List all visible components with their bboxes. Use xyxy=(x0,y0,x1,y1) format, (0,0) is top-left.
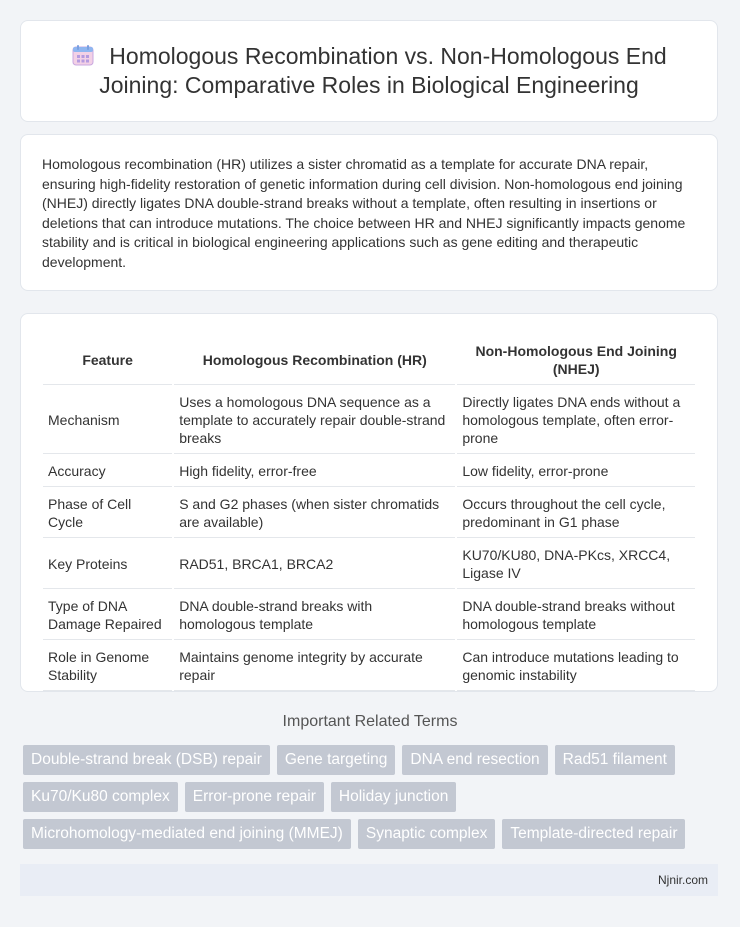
row-hr: High fidelity, error-free xyxy=(174,456,455,487)
row-feature: Type of DNA Damage Repaired xyxy=(43,591,172,640)
table-row xyxy=(43,456,695,487)
page-title-text: Homologous Recombination vs. Non-Homologous End Joining: Comparative Roles in Biological Engineering xyxy=(99,43,667,98)
page-title xyxy=(21,42,717,100)
related-term-tag[interactable]: Holiday junction xyxy=(331,782,456,812)
header-feature: Feature xyxy=(43,336,172,385)
row-hr: Maintains genome integrity by accurate repair xyxy=(174,642,455,691)
row-feature: Key Proteins xyxy=(43,540,172,589)
header-nhej: Non-Homologous End Joining (NHEJ) xyxy=(457,336,695,385)
row-nhej: KU70/KU80, DNA-PKcs, XRCC4, Ligase IV xyxy=(457,540,695,589)
related-terms-title: Important Related Terms xyxy=(282,713,458,730)
related-term-tag[interactable]: DNA end resection xyxy=(402,745,547,775)
row-feature: Accuracy xyxy=(43,456,172,487)
table-header-row xyxy=(43,336,695,385)
table-row xyxy=(43,591,695,640)
comparison-table xyxy=(41,334,697,693)
header-hr: Homologous Recombination (HR) xyxy=(174,336,455,385)
row-hr: RAD51, BRCA1, BRCA2 xyxy=(174,540,455,589)
row-nhej: DNA double-strand breaks without homologous template xyxy=(457,591,695,640)
related-term-tag[interactable]: Double-strand break (DSB) repair xyxy=(23,745,270,775)
row-nhej: Low fidelity, error-prone xyxy=(457,456,695,487)
footer xyxy=(20,864,718,896)
footer-brand[interactable]: Njnir.com xyxy=(657,873,708,887)
table-row xyxy=(43,540,695,589)
row-feature: Phase of Cell Cycle xyxy=(43,489,172,538)
related-term-tag[interactable]: Rad51 filament xyxy=(555,745,675,775)
title-card xyxy=(20,20,718,122)
related-term-tag[interactable]: Gene targeting xyxy=(277,745,396,775)
row-feature: Role in Genome Stability xyxy=(43,642,172,691)
related-terms-tags xyxy=(23,745,723,849)
intro-text: Homologous recombination (HR) utilizes a sister chromatid as a template for accurate DNA repair, ensuring high-fidelity restoration of genetic information during cell division. Non-homologous end joining (NHEJ) directly ligates DNA double-strand breaks without a template, often resulting in insertions or deletions that can introduce mutations. The choice between HR and NHEJ significantly impacts genome stability and is critical in biological engineering applications such as gene editing and therapeutic development. xyxy=(42,156,686,270)
row-nhej: Occurs throughout the cell cycle, predominant in G1 phase xyxy=(457,489,695,538)
row-hr: Uses a homologous DNA sequence as a template to accurately repair double-strand breaks xyxy=(174,387,455,454)
table-row xyxy=(43,387,695,454)
related-term-tag[interactable]: Ku70/Ku80 complex xyxy=(23,782,178,812)
row-nhej: Directly ligates DNA ends without a homologous template, often error-prone xyxy=(457,387,695,454)
intro-card xyxy=(20,134,718,291)
comparison-table-card xyxy=(20,313,718,692)
table-row xyxy=(43,642,695,691)
related-term-tag[interactable]: Synaptic complex xyxy=(358,819,495,849)
table-row xyxy=(43,489,695,538)
calendar-icon xyxy=(71,43,95,67)
row-hr: S and G2 phases (when sister chromatids are available) xyxy=(174,489,455,538)
row-nhej: Can introduce mutations leading to genomic instability xyxy=(457,642,695,691)
related-term-tag[interactable]: Template-directed repair xyxy=(502,819,685,849)
related-term-tag[interactable]: Microhomology-mediated end joining (MMEJ) xyxy=(23,819,351,849)
related-term-tag[interactable]: Error-prone repair xyxy=(185,782,324,812)
row-hr: DNA double-strand breaks with homologous template xyxy=(174,591,455,640)
row-feature: Mechanism xyxy=(43,387,172,454)
